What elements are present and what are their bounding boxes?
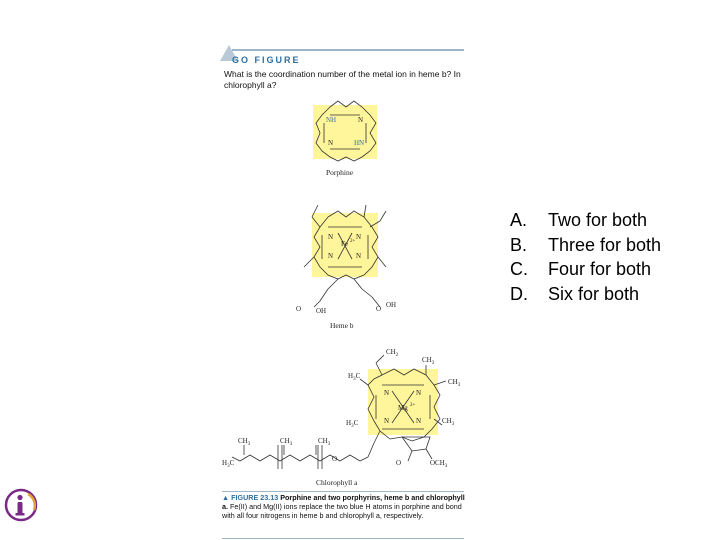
porphine-n-label: N bbox=[358, 116, 364, 124]
answer-letter: C. bbox=[510, 259, 528, 279]
heme-b-n1-label: N bbox=[328, 233, 334, 241]
caption-rule bbox=[222, 491, 464, 492]
heme-b-metal-label: Fe bbox=[341, 240, 348, 248]
heme-b-n2-label: N bbox=[356, 233, 362, 241]
heme-b-n4-label: N bbox=[356, 252, 362, 260]
porphine-highlight bbox=[313, 105, 377, 159]
answer-letter: B. bbox=[510, 234, 528, 255]
figure-number: ▲ FIGURE 23.13 bbox=[222, 493, 279, 502]
chlorophyll-a-chain-ch3-2-label: $CH_3$ bbox=[280, 437, 293, 447]
chlorophyll-a-metal-label: Mg bbox=[398, 404, 408, 412]
go-figure-label: GO FIGURE bbox=[232, 55, 301, 65]
chlorophyll-a-chain-h3c-label: $H_3C$ bbox=[222, 459, 235, 469]
chlorophyll-a-n3-label: N bbox=[384, 417, 390, 425]
answer-letter: A. bbox=[510, 210, 528, 230]
figure-caption bbox=[222, 493, 466, 520]
chlorophyll-a-h3c-left-label: $H_3C$ bbox=[346, 419, 359, 429]
answer-letter: D. bbox=[510, 283, 528, 304]
chlorophyll-a-och3-label: $OCH_3$ bbox=[430, 459, 448, 469]
molecule-structures bbox=[220, 45, 466, 491]
answer-options bbox=[510, 208, 661, 306]
figure-caption-text: Fe(II) and Mg(II) ions replace the two blue H atoms in porphine and bond with all four nitrogens in heme b and chlorophyll a, respectively. bbox=[222, 502, 462, 520]
chlorophyll-a-chain-ch3-1-label: $CH_3$ bbox=[238, 437, 251, 447]
go-figure-question: What is the coordination number of the metal ion in heme b? In chlorophyll a? bbox=[224, 69, 461, 90]
caption-bottom-rule bbox=[222, 538, 464, 539]
info-logo-icon bbox=[4, 488, 38, 522]
textbook-figure bbox=[220, 45, 466, 540]
chlorophyll-a-ester-o-label: O bbox=[332, 455, 338, 463]
chlorophyll-a-h3c-label: $H_3C$ bbox=[348, 372, 361, 382]
answer-text: Two for both bbox=[548, 210, 648, 230]
chlorophyll-a-n4-label: N bbox=[416, 417, 422, 425]
answer-option-a[interactable] bbox=[510, 208, 661, 233]
heme-b-oh2-label: OH bbox=[386, 301, 397, 309]
phytyl-chain bbox=[232, 455, 360, 461]
porphine-hn-label: HN bbox=[354, 139, 365, 147]
chlorophyll-a-highlight bbox=[368, 369, 438, 435]
figure-title: Porphine and two porphyrins, heme b and chlorophyll a. bbox=[222, 493, 465, 511]
porphine-nh-label: NH bbox=[326, 116, 337, 124]
chlorophyll-a-n2-label: N bbox=[416, 389, 422, 397]
chlorophyll-a-ch3-top-label: $CH_3$ bbox=[422, 356, 435, 366]
chlorophyll-a-charge-label: 2+ bbox=[410, 403, 416, 408]
chlorophyll-a-o-label: O bbox=[396, 459, 402, 467]
chlorophyll-a-chain-ch3-3-label: $CH_3$ bbox=[318, 437, 331, 447]
chlorophyll-a-name: Chlorophyll a bbox=[316, 478, 358, 487]
answer-option-d[interactable] bbox=[510, 282, 661, 307]
answer-option-c[interactable] bbox=[510, 257, 661, 282]
heme-b-charge-label: 2+ bbox=[350, 239, 356, 244]
chlorophyll-a-ch2-label: $CH_2$ bbox=[386, 348, 399, 358]
chlorophyll-a-ch3-right-label: $CH_3$ bbox=[448, 378, 461, 388]
heme-b-o1-label: O bbox=[296, 305, 302, 313]
answer-text: Three for both bbox=[548, 234, 662, 255]
heme-b-name: Heme b bbox=[330, 321, 354, 330]
porphine-n2-label: N bbox=[328, 139, 334, 147]
answer-text: Four for both bbox=[548, 259, 652, 279]
chlorophyll-a-ch3-lower-label: $CH_3$ bbox=[442, 417, 455, 427]
chlorophyll-a-n1-label: N bbox=[384, 389, 390, 397]
heme-b-n3-label: N bbox=[328, 252, 334, 260]
porphine-name: Porphine bbox=[326, 168, 354, 177]
heme-b-o2-label: O bbox=[376, 305, 382, 313]
answer-option-b[interactable] bbox=[510, 233, 661, 258]
answer-text: Six for both bbox=[548, 283, 640, 304]
heme-b-oh1-label: OH bbox=[316, 307, 327, 315]
